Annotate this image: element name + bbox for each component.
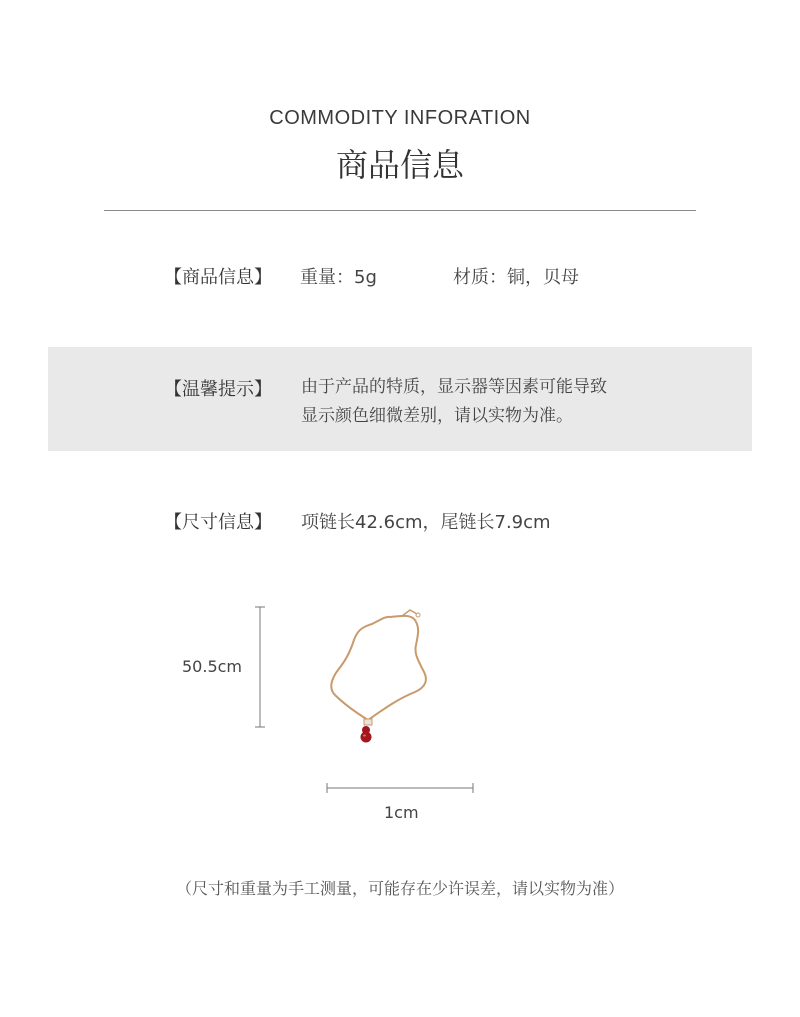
- weight-value: 重量：5g: [300, 267, 377, 288]
- product-info-label: 【商品信息】: [164, 267, 272, 288]
- material-value: 材质：铜，贝母: [453, 267, 579, 288]
- footer-disclaimer: （尺寸和重量为手工测量，可能存在少许误差，请以实物为准）: [175, 879, 624, 898]
- height-dimension-line: [250, 600, 270, 735]
- width-dimension-line: [320, 778, 480, 798]
- title-english: COMMODITY INFORATION: [269, 107, 531, 129]
- width-dimension-label: 1cm: [384, 803, 419, 822]
- gourd-pendant-icon: [361, 726, 372, 743]
- notice-line-1: 由于产品的特质，显示器等因素可能导致: [301, 377, 607, 397]
- notice-label: 【温馨提示】: [164, 379, 272, 400]
- size-info-text: 项链长42.6cm，尾链长7.9cm: [301, 512, 551, 533]
- notice-line-2: 显示颜色细微差别，请以实物为准。: [301, 406, 573, 426]
- header-divider: [104, 210, 696, 211]
- necklace-image: [320, 600, 440, 750]
- height-dimension-label: 50.5cm: [182, 657, 243, 676]
- title-chinese: 商品信息: [335, 146, 464, 184]
- size-info-label: 【尺寸信息】: [164, 512, 272, 533]
